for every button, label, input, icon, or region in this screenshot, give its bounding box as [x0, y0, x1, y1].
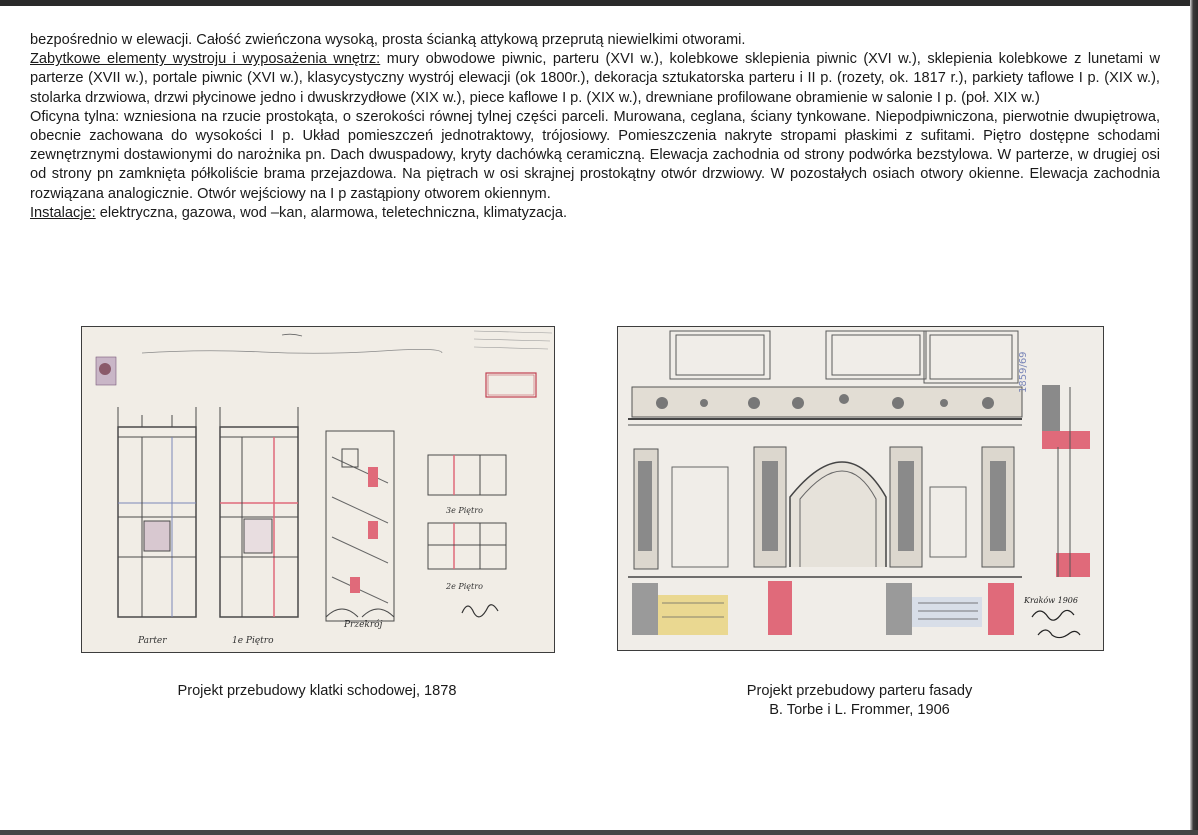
figure-staircase-plans [81, 326, 555, 653]
paragraph-facade-end: bezpośrednio w elewacji. Całość zwieńczona wysoką, prosta ścianką attykową przeprutą niewielkimi otworami. [30, 32, 746, 48]
signature-date: Kraków 1906 [1024, 596, 1078, 605]
body-text [30, 31, 1160, 223]
label-parter: Parter [138, 636, 167, 646]
caption-facade-line-1: Projekt przebudowy parteru fasady [746, 683, 973, 699]
caption-facade-line-2: B. Torbe i L. Frommer, 1906 [769, 702, 950, 718]
staircase-plans-drawing [82, 327, 554, 652]
archive-number: 1859/69 [1018, 351, 1029, 393]
scan-border-right [1190, 0, 1198, 835]
figure-facade-project [617, 326, 1104, 651]
historic-elements-text: mury obwodowe piwnic, parteru (XVI w.), kolebkowe sklepienia piwnic (XVI w.), sklepienia kolebkowe z lunetami w parterze (XVII w.), portale piwnic (XVI w.), klasycystyczny wystrój elewacji (ok 1800r.), dekoracja sztukatorska parteru i II p. (rozety, ok. 1817 r.), parkiety taflowe I p. (XIX w.), stolarka drzwiowa, drzwi płycinowe jedno i dwuskrzydłowe (XIX w.), piece kaflowe I p. (XIX w.), drewniane profilowane obramienie w salonie I p. (poł. XIX w.) [30, 51, 1160, 106]
label-pietro-2: 2e Piętro [446, 582, 483, 591]
label-przekroj: Przekrój [344, 620, 383, 630]
scan-border-top [0, 0, 1198, 6]
installations-text: elektryczna, gazowa, wod –kan, alarmowa, teletechniczna, klimatyzacja. [95, 204, 567, 221]
paragraph-historic-elements [30, 50, 1160, 108]
caption-facade-project [617, 682, 1102, 720]
paragraph-installations [30, 204, 1160, 223]
facade-drawing [618, 327, 1103, 650]
caption-staircase-project: Projekt przebudowy klatki schodowej, 1878 [177, 683, 457, 699]
historic-elements-label: Zabytkowe elementy wystroju i wyposażenia wnętrz: [30, 51, 381, 68]
scan-border-bottom [0, 830, 1198, 835]
label-pietro-3: 3e Piętro [446, 506, 483, 515]
paragraph-rear-annex: Oficyna tylna: wzniesiona na rzucie prostokąta, o szerokości równej tylnej części parceli. Murowana, ceglana, ściany tynkowane. Niepodpiwniczona, pierwotnie dwupiętrowa, obecnie zachowana do wysokości I p. Układ pomieszczeń jednotraktowy, trójosiowy. Pomieszczenia nakryte stropami płaskimi z sufitami. Piętro dostępne schodami zewnętrznymi dostawionymi do narożnika pn. Dach dwuspadowy, kryty dachówką ceramiczną. Elewacja zachodnia od strony podwórka bezstylowa. W parterze, w drugiej osi od strony pn zamknięta półkoliście brama przejazdowa. Na piętrach w osi skrajnej prostokątny otwór drzwiowy. W pozostałych osiach otwory okienne. Elewacja zachodnia rozwiązana analogicznie. Otwór wejściowy na I p zastąpiony otworem okiennym. [30, 108, 1160, 202]
installations-label: Instalacje: [30, 204, 96, 221]
label-pietro-1: 1e Piętro [232, 636, 274, 646]
